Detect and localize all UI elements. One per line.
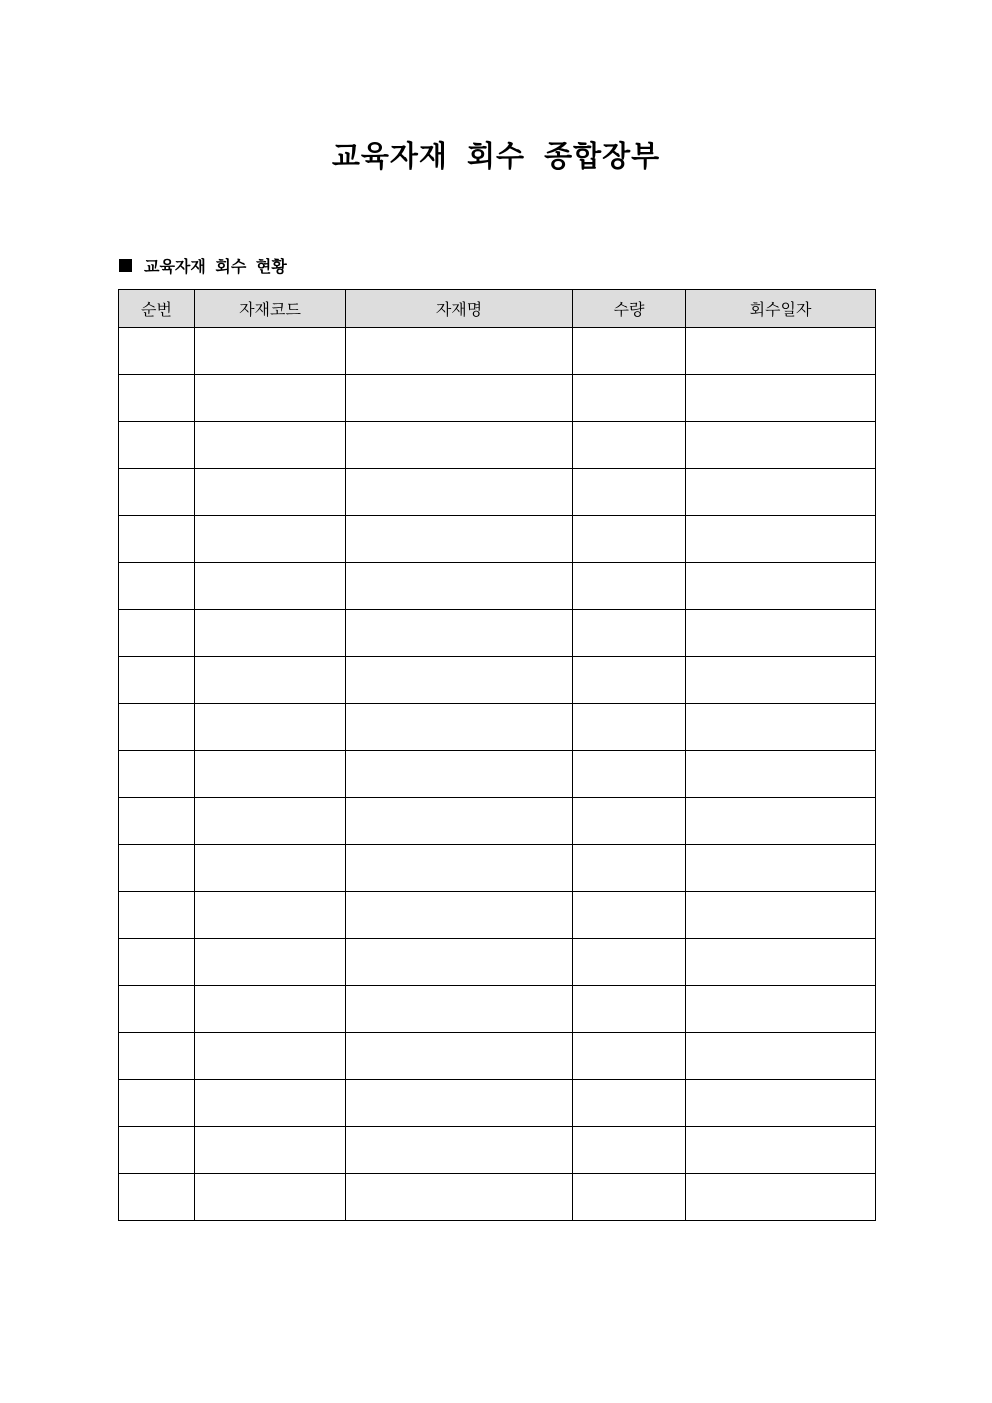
table-row [119, 1174, 876, 1221]
cell-quantity[interactable] [573, 1080, 686, 1127]
table-row [119, 1080, 876, 1127]
cell-name[interactable] [346, 1033, 573, 1080]
cell-date[interactable] [686, 1174, 876, 1221]
cell-code[interactable] [195, 1033, 346, 1080]
cell-code[interactable] [195, 751, 346, 798]
cell-seq[interactable] [119, 751, 195, 798]
cell-quantity[interactable] [573, 892, 686, 939]
cell-date[interactable] [686, 798, 876, 845]
cell-name[interactable] [346, 939, 573, 986]
cell-date[interactable] [686, 1080, 876, 1127]
section-heading [119, 252, 287, 278]
column-header-code: 자재코드 [195, 290, 346, 328]
table-row [119, 516, 876, 563]
cell-quantity[interactable] [573, 375, 686, 422]
cell-name[interactable] [346, 516, 573, 563]
cell-code[interactable] [195, 798, 346, 845]
cell-name[interactable] [346, 375, 573, 422]
cell-seq[interactable] [119, 798, 195, 845]
cell-seq[interactable] [119, 328, 195, 375]
cell-quantity[interactable] [573, 939, 686, 986]
column-header-name: 자재명 [346, 290, 573, 328]
cell-seq[interactable] [119, 1033, 195, 1080]
document-title: 교육자재 회수 종합장부 [331, 139, 661, 173]
cell-quantity[interactable] [573, 657, 686, 704]
cell-date[interactable] [686, 328, 876, 375]
column-header-date: 회수일자 [686, 290, 876, 328]
cell-name[interactable] [346, 610, 573, 657]
cell-date[interactable] [686, 657, 876, 704]
cell-code[interactable] [195, 845, 346, 892]
cell-date[interactable] [686, 1033, 876, 1080]
cell-name[interactable] [346, 798, 573, 845]
cell-seq[interactable] [119, 845, 195, 892]
cell-quantity[interactable] [573, 1127, 686, 1174]
cell-quantity[interactable] [573, 422, 686, 469]
cell-code[interactable] [195, 1080, 346, 1127]
cell-code[interactable] [195, 1174, 346, 1221]
cell-name[interactable] [346, 845, 573, 892]
table-header-row [119, 290, 876, 328]
square-bullet-icon [119, 259, 132, 272]
table-row [119, 469, 876, 516]
cell-date[interactable] [686, 516, 876, 563]
cell-date[interactable] [686, 422, 876, 469]
table-row [119, 375, 876, 422]
table-row [119, 845, 876, 892]
cell-name[interactable] [346, 1080, 573, 1127]
cell-date[interactable] [686, 939, 876, 986]
cell-date[interactable] [686, 751, 876, 798]
section-heading-text: 교육자재 회수 현황 [144, 256, 287, 276]
cell-quantity[interactable] [573, 1174, 686, 1221]
table-row [119, 751, 876, 798]
cell-date[interactable] [686, 563, 876, 610]
cell-date[interactable] [686, 986, 876, 1033]
cell-name[interactable] [346, 328, 573, 375]
cell-seq[interactable] [119, 939, 195, 986]
cell-name[interactable] [346, 986, 573, 1033]
cell-code[interactable] [195, 1127, 346, 1174]
cell-name[interactable] [346, 422, 573, 469]
table-row [119, 563, 876, 610]
table-row [119, 610, 876, 657]
cell-quantity[interactable] [573, 704, 686, 751]
cell-name[interactable] [346, 1127, 573, 1174]
cell-seq[interactable] [119, 469, 195, 516]
cell-code[interactable] [195, 469, 346, 516]
cell-seq[interactable] [119, 375, 195, 422]
cell-code[interactable] [195, 610, 346, 657]
table-body [119, 328, 876, 1221]
table-row [119, 986, 876, 1033]
cell-name[interactable] [346, 1174, 573, 1221]
cell-code[interactable] [195, 422, 346, 469]
cell-seq[interactable] [119, 704, 195, 751]
table-row [119, 892, 876, 939]
cell-date[interactable] [686, 1127, 876, 1174]
cell-date[interactable] [686, 610, 876, 657]
cell-quantity[interactable] [573, 845, 686, 892]
table-row [119, 704, 876, 751]
cell-date[interactable] [686, 845, 876, 892]
cell-code[interactable] [195, 563, 346, 610]
cell-name[interactable] [346, 751, 573, 798]
cell-quantity[interactable] [573, 563, 686, 610]
cell-code[interactable] [195, 516, 346, 563]
cell-quantity[interactable] [573, 469, 686, 516]
cell-name[interactable] [346, 469, 573, 516]
table-row [119, 657, 876, 704]
table-row [119, 798, 876, 845]
cell-quantity[interactable] [573, 610, 686, 657]
cell-seq[interactable] [119, 1174, 195, 1221]
recovery-ledger-table [118, 289, 876, 1221]
cell-name[interactable] [346, 892, 573, 939]
table-row [119, 1033, 876, 1080]
cell-quantity[interactable] [573, 751, 686, 798]
cell-quantity[interactable] [573, 328, 686, 375]
table-row [119, 939, 876, 986]
cell-code[interactable] [195, 704, 346, 751]
cell-name[interactable] [346, 563, 573, 610]
cell-code[interactable] [195, 657, 346, 704]
cell-date[interactable] [686, 704, 876, 751]
cell-date[interactable] [686, 375, 876, 422]
cell-seq[interactable] [119, 516, 195, 563]
cell-code[interactable] [195, 328, 346, 375]
column-header-seq: 순번 [119, 290, 195, 328]
cell-name[interactable] [346, 704, 573, 751]
cell-quantity[interactable] [573, 986, 686, 1033]
cell-quantity[interactable] [573, 1033, 686, 1080]
cell-seq[interactable] [119, 422, 195, 469]
cell-date[interactable] [686, 892, 876, 939]
cell-code[interactable] [195, 892, 346, 939]
cell-seq[interactable] [119, 563, 195, 610]
table-row [119, 422, 876, 469]
cell-code[interactable] [195, 939, 346, 986]
table-row [119, 328, 876, 375]
cell-code[interactable] [195, 986, 346, 1033]
cell-seq[interactable] [119, 657, 195, 704]
cell-seq[interactable] [119, 986, 195, 1033]
cell-seq[interactable] [119, 892, 195, 939]
column-header-quantity: 수량 [573, 290, 686, 328]
table-row [119, 1127, 876, 1174]
cell-seq[interactable] [119, 1127, 195, 1174]
cell-code[interactable] [195, 375, 346, 422]
cell-seq[interactable] [119, 1080, 195, 1127]
cell-date[interactable] [686, 469, 876, 516]
cell-name[interactable] [346, 657, 573, 704]
cell-quantity[interactable] [573, 798, 686, 845]
cell-seq[interactable] [119, 610, 195, 657]
cell-quantity[interactable] [573, 516, 686, 563]
